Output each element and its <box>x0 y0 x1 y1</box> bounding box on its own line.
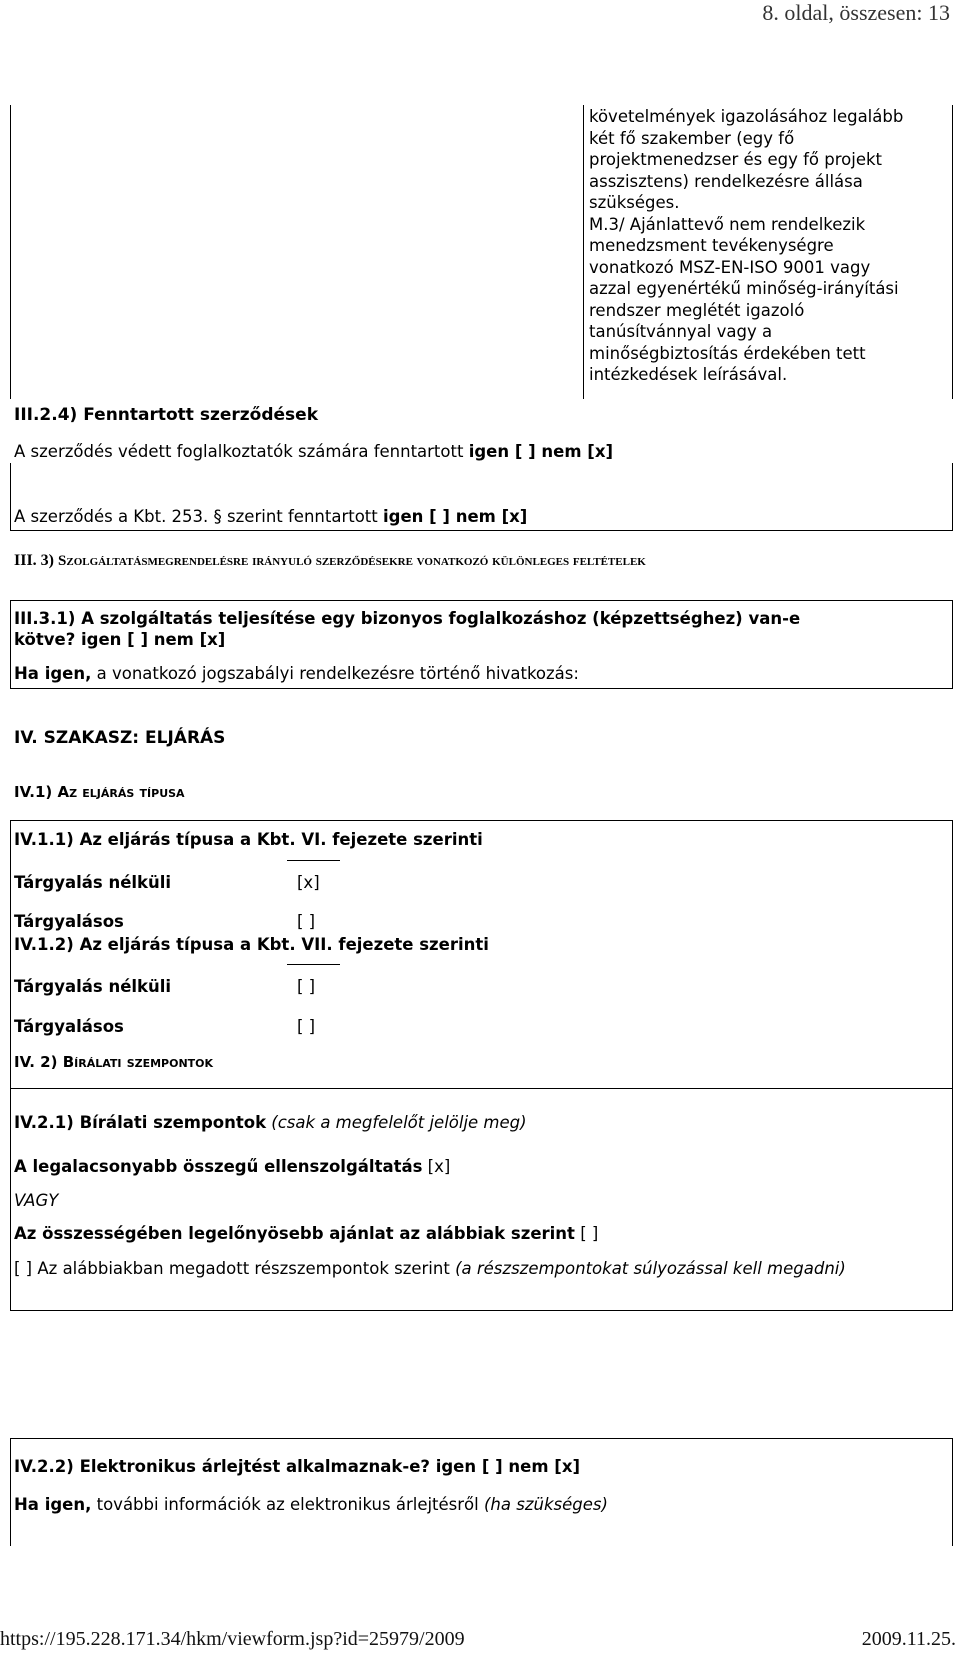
reserved-line-2 <box>14 507 527 526</box>
question-3-3-1-line1: III.3.1) A szolgáltatás teljesítése egy bizonyos foglalkozáshoz (képzettséghez) van-e <box>14 609 801 628</box>
reserved-text-1: A szerződés védett foglalkoztatók számára fenntartott <box>14 442 469 461</box>
criterion-subcriteria <box>14 1259 846 1278</box>
box5-left-border <box>10 1438 11 1546</box>
reserved-text-2b: szerint fenntartott <box>221 507 383 526</box>
criterion-label: A legalacsonyabb összegű ellenszolgáltatás <box>14 1157 423 1176</box>
section-sign: § <box>213 507 222 526</box>
criterion-lowest-price <box>14 1157 450 1176</box>
table-divider <box>583 105 584 399</box>
box5-right-border <box>952 1438 953 1546</box>
reserved-text-2a: A szerződés a Kbt. 253. <box>14 507 214 526</box>
section-heading-4-2: IV. 2) Bírálati szempontok <box>14 1053 214 1071</box>
table-left-border <box>10 105 11 399</box>
box-bottom-border <box>10 530 953 531</box>
option-checkbox[interactable]: [x] <box>297 873 320 892</box>
box2-bottom-border <box>10 688 953 689</box>
box-left-border <box>10 463 11 530</box>
option-divider <box>287 860 340 861</box>
criterion-best-value <box>14 1224 598 1243</box>
box3-bottom-border <box>10 1088 953 1089</box>
reserved-choice-2: igen [ ] nem [x] <box>382 507 528 526</box>
question-3-3-1-line2: kötve? igen [ ] nem [x] <box>14 630 226 649</box>
criteria-note: (csak a megfelelőt jelölje meg) <box>271 1113 527 1132</box>
option-checkbox[interactable]: [ ] <box>297 977 316 996</box>
criterion-label: Az alábbiakban megadott részszempontok szerint <box>32 1259 456 1278</box>
footer-date: 2009.11.25. <box>861 1628 956 1650</box>
req-line: szükséges. <box>589 193 680 212</box>
legal-reference-line <box>14 664 579 683</box>
option-label: Tárgyalásos <box>14 912 124 931</box>
box3-left-border <box>10 820 11 1088</box>
legal-ref-bold: Ha igen, <box>14 664 92 683</box>
req-line: rendszer meglétét igazoló <box>589 300 805 320</box>
box2-left-border <box>10 600 11 688</box>
req-line: M.3/ Ajánlattevő nem rendelkezik <box>589 214 866 234</box>
req-line: vonatkozó MSZ-EN-ISO 9001 vagy <box>589 257 871 277</box>
eauction-bold: Ha igen, <box>14 1495 92 1514</box>
box4-bottom-border <box>10 1310 953 1311</box>
section-heading-4-1-1: IV.1.1) Az eljárás típusa a Kbt. VI. fejezete szerinti <box>14 830 483 849</box>
option-checkbox[interactable]: [ ] <box>297 912 316 931</box>
req-line: projektmenedzser és egy fő projekt <box>589 150 883 169</box>
criterion-checkbox[interactable]: [ ] <box>14 1259 33 1278</box>
table-right-border <box>952 105 953 399</box>
box-right-border <box>952 463 953 530</box>
eauction-note: (ha szükséges) <box>483 1495 608 1514</box>
section-heading-4-1-2: IV.1.2) Az eljárás típusa a Kbt. VII. fejezete szerinti <box>14 935 489 954</box>
option-checkbox[interactable]: [ ] <box>297 1017 316 1036</box>
section-heading-3-2-4: III.2.4) Fenntartott szerződések <box>14 405 319 425</box>
criterion-checkbox[interactable]: [x] <box>422 1157 451 1176</box>
box4-left-border <box>10 1088 11 1310</box>
criterion-note: (a részszempontokat súlyozással kell megadni) <box>455 1259 846 1278</box>
box4-right-border <box>952 1088 953 1310</box>
heading-number: III. 3) <box>14 552 59 569</box>
section-heading-4-1: IV.1) Az eljárás típusa <box>14 783 185 801</box>
or-label: VAGY <box>14 1191 59 1210</box>
req-line: követelmények igazolásához legalább <box>589 107 904 126</box>
section-heading-4-2-2: IV.2.2) Elektronikus árlejtést alkalmaznak-e? igen [ ] nem [x] <box>14 1457 581 1476</box>
section-title-4: IV. SZAKASZ: ELJÁRÁS <box>14 728 226 748</box>
box2-top-border <box>10 600 953 601</box>
req-line: menedzsment tevékenységre <box>589 236 834 255</box>
reserved-line-1 <box>14 442 613 461</box>
criterion-checkbox[interactable]: [ ] <box>574 1224 599 1243</box>
eauction-text: további információk az elektronikus árlejtésről <box>91 1495 484 1514</box>
option-label: Tárgyalásos <box>14 1017 124 1036</box>
option-label: Tárgyalás nélküli <box>14 977 172 996</box>
heading-title: Szolgáltatásmegrendelésre irányuló szerződésekre vonatkozó különleges feltételek <box>58 553 646 569</box>
option-label: Tárgyalás nélküli <box>14 873 172 892</box>
box3-right-border <box>952 820 953 1088</box>
section-heading-4-2-1 <box>14 1113 527 1132</box>
legal-ref-text: a vonatkozó jogszabályi rendelkezésre történő hivatkozás: <box>91 664 579 683</box>
reserved-choice-1: igen [ ] nem [x] <box>468 442 614 461</box>
req-line: két fő szakember (egy fő <box>589 128 795 148</box>
box2-right-border <box>952 600 953 688</box>
section-heading-3-3 <box>14 552 646 570</box>
page-number-label: 8. oldal, összesen: 13 <box>762 0 950 25</box>
criteria-heading: IV.2.1) Bírálati szempontok <box>14 1113 267 1132</box>
box5-top-border <box>10 1438 953 1439</box>
req-line: azzal egyenértékű minőség-irányítási <box>589 279 899 298</box>
req-line: intézkedések leírásával. <box>589 365 788 384</box>
req-line: minőségbiztosítás érdekében tett <box>589 343 866 363</box>
eauction-info-line <box>14 1495 608 1514</box>
req-line: tanúsítvánnyal vagy a <box>589 322 773 341</box>
footer-url: https://195.228.171.34/hkm/viewform.jsp?id=25979/2009 <box>0 1628 465 1650</box>
requirements-text <box>589 106 927 386</box>
box3-top-border <box>10 820 953 821</box>
criterion-label: Az összességében legelőnyösebb ajánlat az alábbiak szerint <box>14 1224 575 1243</box>
option-divider <box>287 964 340 965</box>
req-line: asszisztens) rendelkezésre állása <box>589 171 863 191</box>
